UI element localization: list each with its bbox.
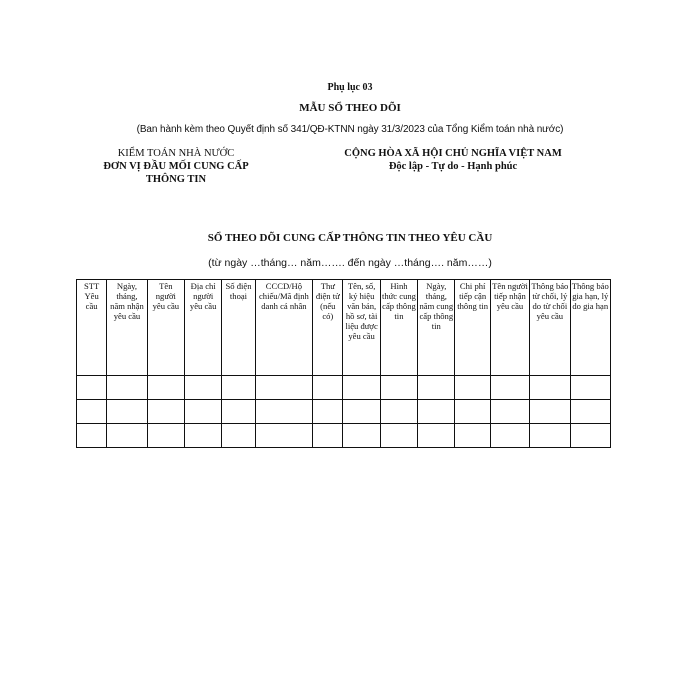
- table-cell: [455, 376, 490, 400]
- appendix-label: Phụ lục 03: [327, 82, 373, 93]
- table-cell: [343, 400, 380, 424]
- agency-block: [86, 147, 266, 186]
- column-header-delivery-method: Hình thức cung cấp thông tin: [380, 280, 417, 376]
- table-cell: [313, 400, 343, 424]
- table-cell: [147, 376, 184, 400]
- table-cell: [222, 424, 255, 448]
- motto-line: Độc lập - Tự do - Hạnh phúc: [388, 161, 518, 172]
- table-cell: [380, 424, 417, 448]
- table-cell: [418, 424, 455, 448]
- table-cell: [147, 400, 184, 424]
- table-cell: [490, 424, 529, 448]
- column-header-stt: [77, 280, 107, 376]
- table-cell: [77, 376, 107, 400]
- table-cell: [418, 400, 455, 424]
- column-header-receiver-name: Tên người tiếp nhận yêu cầu: [490, 280, 529, 376]
- table-cell: [222, 400, 255, 424]
- period-line: (từ ngày …tháng… năm……. đến ngày …tháng…. năm……): [208, 257, 492, 269]
- table-cell: [418, 376, 455, 400]
- table-cell: [185, 424, 222, 448]
- table-cell: [343, 376, 380, 400]
- table-header-row: [77, 280, 611, 376]
- table-cell: [530, 424, 570, 448]
- column-header-received-date: Ngày, tháng, năm nhận yêu cầu: [107, 280, 147, 376]
- column-header-access-cost: Chi phí tiếp cận thông tin: [455, 280, 490, 376]
- table-cell: [570, 424, 610, 448]
- table-cell: [343, 424, 380, 448]
- table-cell: [255, 376, 313, 400]
- column-header-extension-notice: Thông báo gia hạn, lý do gia hạn: [570, 280, 610, 376]
- tracking-table: [76, 279, 611, 448]
- table-cell: [380, 400, 417, 424]
- column-header-id-number: CCCD/Hộ chiếu/Mã định danh cá nhân: [255, 280, 313, 376]
- table-cell: [107, 376, 147, 400]
- table-cell: [185, 376, 222, 400]
- country-line: CỘNG HÒA XÃ HỘI CHỦ NGHĨA VIỆT NAM: [344, 148, 562, 159]
- column-header-requester-name: Tên người yêu cầu: [147, 280, 184, 376]
- table-cell: [147, 424, 184, 448]
- column-header-refusal-notice: Thông báo từ chối, lý do từ chối yêu cầu: [530, 280, 570, 376]
- table-row: [77, 376, 611, 400]
- agency-unit-line-2: THÔNG TIN: [145, 174, 207, 185]
- table-cell: [455, 400, 490, 424]
- table-cell: [380, 376, 417, 400]
- table-cell: [77, 424, 107, 448]
- table-row: [77, 400, 611, 424]
- stt-head-line1: STT: [84, 281, 100, 291]
- column-header-delivery-date: Ngày, tháng, năm cung cấp thông tin: [418, 280, 455, 376]
- table-cell: [530, 376, 570, 400]
- state-block: [318, 147, 588, 173]
- issued-note: (Ban hành kèm theo Quyết định số 341/QĐ-KTNN ngày 31/3/2023 của Tổng Kiểm toán nhà nước): [136, 124, 564, 135]
- table-cell: [570, 376, 610, 400]
- stt-head-line2: Yêu cầu: [84, 291, 99, 311]
- agency-org-line: KIỂM TOÁN NHÀ NƯỚC: [117, 148, 235, 159]
- book-title: SỔ THEO DÕI CUNG CẤP THÔNG TIN THEO YÊU CẦU: [207, 232, 493, 244]
- table-cell: [313, 424, 343, 448]
- column-header-email: Thư điện tử (nếu có): [313, 280, 343, 376]
- form-title: MẪU SỔ THEO DÕI: [299, 102, 401, 114]
- table-cell: [530, 400, 570, 424]
- table-cell: [107, 424, 147, 448]
- table-cell: [570, 400, 610, 424]
- table-cell: [490, 400, 529, 424]
- table-cell: [222, 376, 255, 400]
- column-header-requested-documents: Tên, số, ký hiệu văn bản, hồ sơ, tài liệu được yêu cầu: [343, 280, 380, 376]
- table-cell: [455, 424, 490, 448]
- table-cell: [313, 376, 343, 400]
- table-row: [77, 424, 611, 448]
- column-header-requester-address: Địa chỉ người yêu cầu: [185, 280, 222, 376]
- table-cell: [490, 376, 529, 400]
- table-cell: [255, 424, 313, 448]
- table-cell: [185, 400, 222, 424]
- table-cell: [255, 400, 313, 424]
- agency-unit-line-1: ĐƠN VỊ ĐẦU MỐI CUNG CẤP: [103, 161, 249, 172]
- table-cell: [77, 400, 107, 424]
- column-header-phone: Số điện thoại: [222, 280, 255, 376]
- table-cell: [107, 400, 147, 424]
